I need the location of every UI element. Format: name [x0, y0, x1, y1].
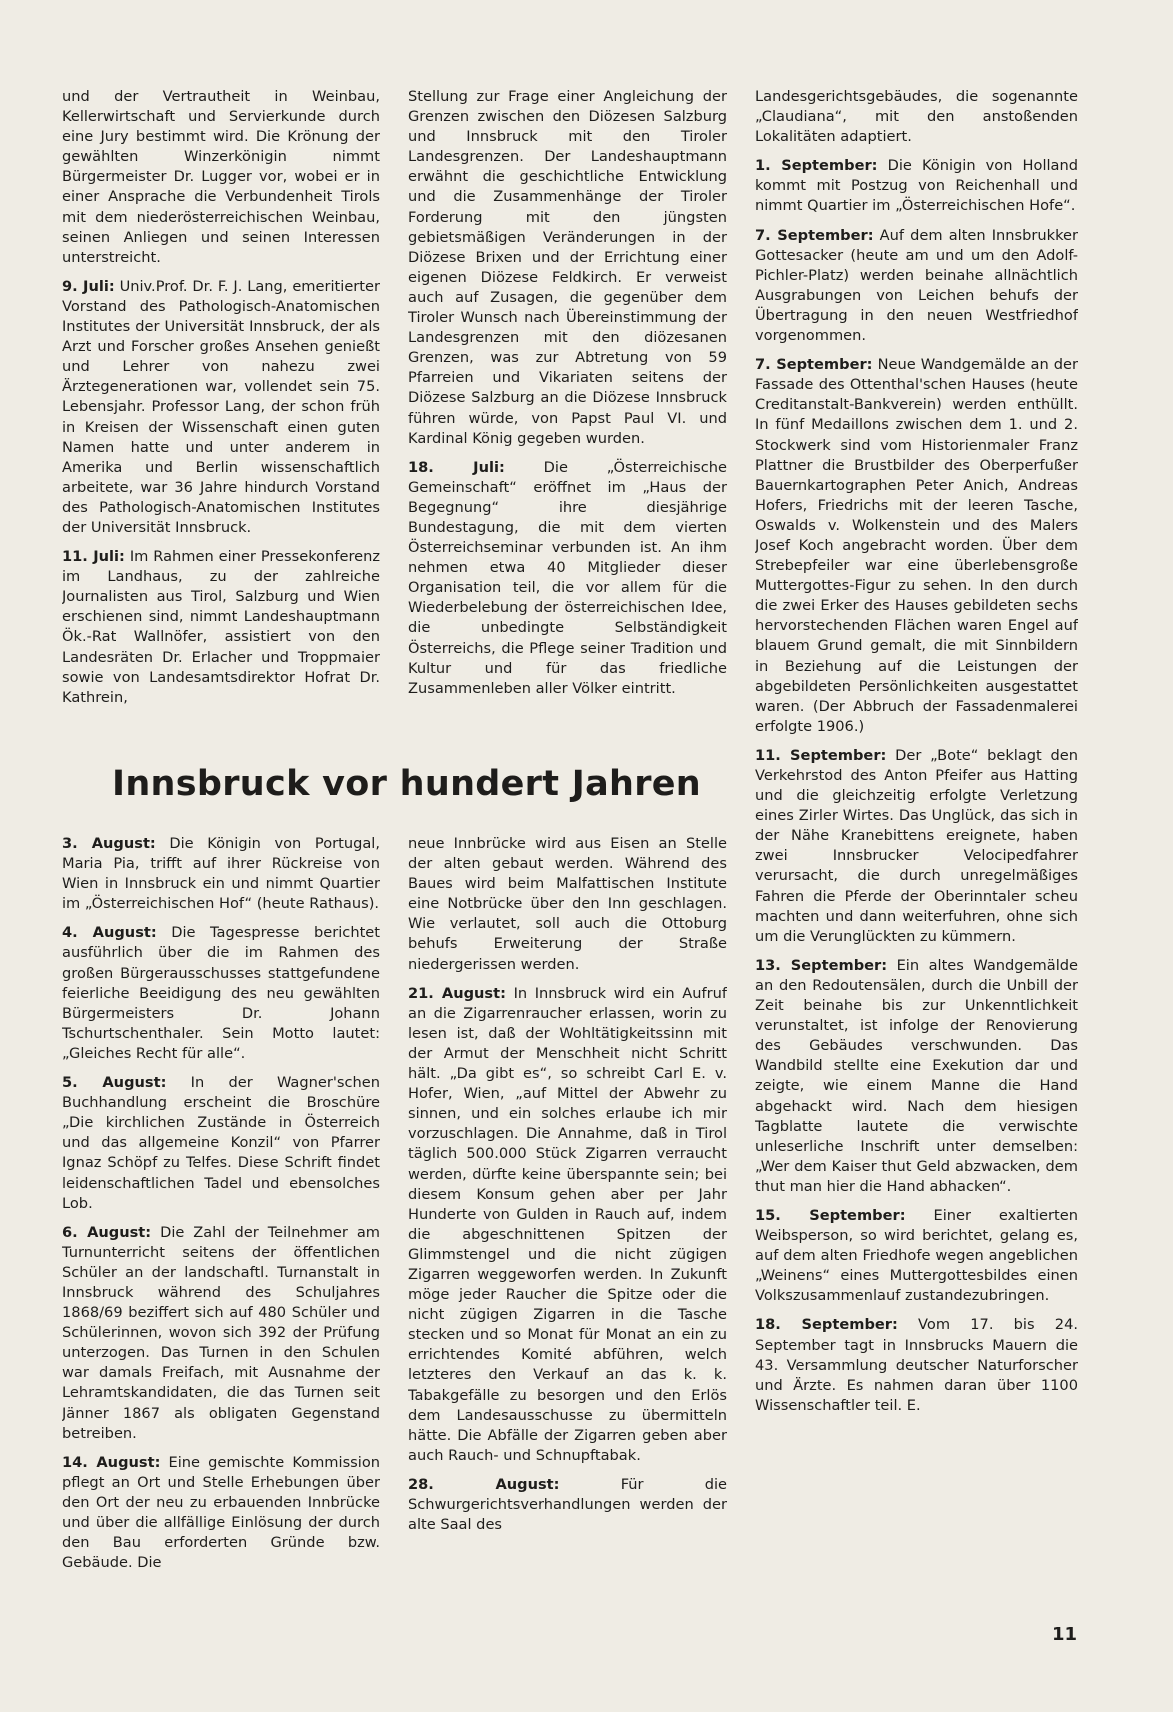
entry-text: Auf dem alten Innsbrukker Gottesacker (heute am und um den Adolf-Pichler-Platz) werden beinahe allnächtlich Ausgrabungen von Leichen behufs der Übertragung in den neuen Westfriedhof vorgenommen.	[755, 226, 1078, 345]
section-title: Innsbruck vor hundert Jahren	[112, 764, 702, 804]
entry-text: Eine gemischte Kommission pflegt an Ort und Stelle Erhebungen über den Ort der neu zu erbauenden Innbrücke und über die allfällige Einlösung der durch den Bau erforderten Gründe bzw. Gebäude. Die	[62, 1453, 380, 1572]
entry-text: In der Wagner'schen Buchhandlung erscheint die Broschüre „Die kirchlichen Zustände in Österreich und das allgemeine Konzil“ von Pfarrer Ignaz Schöpf zu Telfes. Diese Schrift findet leidenschaftlichen Tadel und ebensolches Lob.	[62, 1074, 380, 1212]
paragraph	[408, 834, 727, 975]
entry-text: Der „Bote“ beklagt den Verkehrstod des Anton Pfeifer aus Hatting und die gleichzeitig erfolgte Verletzung eines Zirler Wirtes. Das Unglück, das sich in der Nähe Kranebittens ereignete, haben zwei Innsbrucker Velocipedfahrer verursacht, die durch unregelmäßiges Fahren die Pferde der Oberinntaler scheu machten und dann weiterfuhren, ohne sich um die Verunglückten zu kümmern.	[755, 746, 1078, 945]
entry-date: 21. August:	[408, 984, 506, 1002]
entry-date: 18. Juli:	[408, 458, 505, 476]
entry-text: Landesgerichtsgebäudes, die sogenannte „Claudiana“, mit den anstoßenden Lokalitäten adaptiert.	[755, 88, 1078, 146]
paragraph	[62, 1073, 380, 1214]
entry-text: Neue Wandgemälde an der Fassade des Ottenthal'schen Hauses (heute Creditanstalt-Bankverein) werden enthüllt. In fünf Medaillons zwischen dem 1. und 2. Stockwerk sind vom Historienmaler Franz Plattner die Brustbilder des Oberperfußer Bauernkartographen Peter Anich, Andreas Hofers, Friedrichs mit der leeren Tasche, Oswalds v. Wolkenstein und des Malers Josef Koch angebracht worden. Über dem Strebepfeiler war eine überlebensgroße Muttergottes-Figur zu sehen. In den durch die zwei Erker des Hauses gebildeten sechs hervorstechenden Flächen waren Engel auf blauem Grund gemalt, die mit Sinnbildern in Beziehung auf die Leistungen der abgebildeten Persönlichkeiten ausgestattet waren. (Der Abbruch der Fassadenmalerei erfolgte 1906.)	[755, 356, 1078, 735]
paragraph	[62, 834, 380, 914]
entry-text: Einer exaltierten Weibsperson, so wird berichtet, gelang es, auf dem alten Friedhofe wegen angeblichen „Weinens“ eines Muttergottesbildes einen Volkszusammenlauf zustandezubringen.	[755, 1206, 1078, 1305]
entry-date: 3. August:	[62, 835, 156, 852]
paragraph	[408, 87, 727, 449]
entry-text: Ein altes Wandgemälde an den Redoutensälen, durch die Unbill der Zeit beinahe bis zur Unkenntlichkeit verunstaltet, ist infolge der Renovierung des Gebäudes verschwunden. Das Wandbild stellte eine Exekution dar und zeigte, wie einem Manne die Hand abgehackt wird. Nach dem hiesigen Tagblatte lautete die verwischte unleserliche Inschrift unter demselben: „Wer dem Kaiser thut Geld abzwacken, dem thut man hier die Hand abhacken“.	[755, 956, 1078, 1195]
paragraph	[62, 87, 380, 268]
paragraph	[62, 1223, 380, 1444]
entry-text: Die Königin von Holland kommt mit Postzug von Reichenhall und nimmt Quartier im „Österreichischen Hofe“.	[755, 157, 1078, 215]
paragraph	[408, 458, 727, 699]
paragraph	[755, 956, 1078, 1197]
entry-text: Univ.Prof. Dr. F. J. Lang, emeritierter Vorstand des Pathologisch-Anatomischen Institutes der Universität Innsbruck, der als Arzt und Forscher großes Ansehen genießt und Lehrer von nahezu zwei Ärztegenerationen war, vollendet sein 75. Lebensjahr. Professor Lang, der schon früh in Kreisen der Wissenschaft einen guten Namen hatte und unter anderem in Amerika und Berlin wissenschaftlich arbeitete, war 36 Jahre hindurch Vorstand des Pathologisch-Anatomischen Institutes der Universität Innsbruck.	[62, 277, 380, 536]
paragraph	[62, 547, 380, 708]
paragraph	[755, 226, 1078, 347]
paragraph	[62, 923, 380, 1064]
paragraph	[755, 1315, 1078, 1415]
entry-date: 5. August:	[62, 1074, 167, 1092]
entry-date: 28. August:	[408, 1475, 560, 1493]
entry-text: Im Rahmen einer Pressekonferenz im Landhaus, zu der zahlreiche Journalisten aus Tirol, Salzburg und Wien erschienen sind, nimmt Landeshauptmann Ök.-Rat Wallnöfer, assistiert von den Landesräten Dr. Erlacher und Troppmaier sowie von Landesamtsdirektor Hofrat Dr. Kathrein,	[62, 548, 380, 706]
entry-date: 4. August:	[62, 924, 157, 942]
entry-text: In Innsbruck wird ein Aufruf an die Zigarrenraucher erlassen, worin zu lesen ist, daß der Wohltätigkeitssinn mit der Armut der Menschheit nicht Schritt hält. „Da gibt es“, so schreibt Carl E. v. Hofer, Wien, „auf Mittel der Abwehr zu sinnen, und ein solches erlaube ich mir vorzuschlagen. Die Annahme, daß in Tirol täglich 500.000 Stück Zigarren verraucht werden, dürfte keine überspannte sein; bei diesem Konsum gehen aber per Jahr Hunderte von Gulden in Rauch auf, indem die abgeschnittenen Spitzen der Glimmstengel und die nicht zügigen Zigarren weggeworfen werden. In Zukunft möge jeder Raucher die Spitze oder die nicht zügigen Zigarren in die Tasche stecken und so Monat für Monat an ein zu errichtendes Komité abführen, welch letzteres den Verkauf an das k. k. Tabakgefälle zu besorgen und den Erlös dem Landesausschusse zu übermitteln hätte. Die Abfälle der Zigarren geben aber auch Rauch- und Schnupftabak.	[408, 984, 727, 1464]
entry-text: Stellung zur Frage einer Angleichung der Grenzen zwischen den Diözesen Salzburg und Innsbruck mit den Tiroler Landesgrenzen. Der Landeshauptmann erwähnt die geschichtliche Entwicklung und die Zusammenhänge der Tiroler Forderung mit den jüngsten gebietsmäßigen Veränderungen in der Diözese Brixen und der Errichtung einer eigenen Diözese Feldkirch. Er verweist auch auf Zusagen, die gegenüber dem Tiroler Wunsch nach Übereinstimmung der Landesgrenzen mit den diözesanen Grenzen, was zur Abtretung von 59 Pfarreien und Vikariaten seitens der Diözese Salzburg an die Diözese Innsbruck führen würde, von Papst Paul VI. und Kardinal König gegeben wurden.	[408, 88, 727, 447]
entry-date: 6. August:	[62, 1223, 152, 1241]
entry-text: und der Vertrautheit in Weinbau, Kellerwirtschaft und Servierkunde durch eine Jury bestimmt wird. Die Krönung der gewählten Winzerkönigin nimmt Bürgermeister Dr. Lugger vor, wobei er in einer Ansprache die Verbundenheit Tirols mit dem niederösterreichischen Weinbau, seinen Anliegen und seinen Interessen unterstreicht.	[62, 88, 380, 266]
entry-date: 1. September:	[755, 157, 878, 175]
paragraph	[62, 1453, 380, 1574]
paragraph	[755, 87, 1078, 147]
column-1-bottom	[62, 834, 380, 1586]
column-2-bottom	[408, 834, 727, 1586]
paragraph	[408, 984, 727, 1466]
paragraph	[408, 1475, 727, 1535]
entry-date: 18. September:	[755, 1316, 898, 1334]
entry-text: neue Innbrücke wird aus Eisen an Stelle der alten gebaut werden. Während des Baues wird beim Malfattischen Institute eine Notbrücke über den Inn geschlagen. Wie verlautet, soll auch die Ottoburg behufs Erweiterung der Straße niedergerissen werden.	[408, 835, 727, 973]
entry-date: 11. Juli:	[62, 548, 125, 566]
paragraph	[62, 277, 380, 538]
paragraph	[755, 1206, 1078, 1306]
column-2-top	[408, 87, 727, 737]
entry-date: 9. Juli:	[62, 277, 115, 295]
paragraph	[755, 746, 1078, 947]
page-number: 11	[1052, 1624, 1078, 1645]
entry-date: 15. September:	[755, 1206, 906, 1224]
entry-text: Die „Österreichische Gemeinschaft“ eröffnet im „Haus der Begegnung“ ihre diesjährige Bundestagung, die mit dem vierten Österreichseminar verbunden ist. An ihm nehmen etwa 40 Mitglieder dieser Organisation teil, die vor allem für die Wiederbelebung der österreichischen Idee, die unbedingte Selbständigkeit Österreichs, die Pflege seiner Tradition und Kultur und für das friedliche Zusammenleben aller Völker eintritt.	[408, 458, 727, 697]
entry-date: 11. September:	[755, 746, 887, 764]
entry-date: 13. September:	[755, 956, 888, 974]
entry-date: 14. August:	[62, 1453, 161, 1471]
column-3	[755, 87, 1078, 1585]
paragraph	[755, 355, 1078, 737]
entry-date: 7. September:	[755, 226, 874, 244]
entry-text: Vom 17. bis 24. September tagt in Innsbrucks Mauern die 43. Versammlung deutscher Naturforscher und Ärzte. Es nahmen daran über 1100 Wissenschaftler teil. E.	[755, 1316, 1078, 1414]
entry-date: 7. September:	[755, 356, 873, 374]
entry-text: Die Königin von Portugal, Maria Pia, trifft auf ihrer Rückreise von Wien in Innsbruck ein und nimmt Quartier im „Österreichischen Hof“ (heute Rathaus).	[62, 835, 380, 913]
column-1-top	[62, 87, 380, 737]
entry-text: Die Tagespresse berichtet ausführlich über die im Rahmen des großen Bürgerausschusses stattgefundene feierliche Beeidigung des neu gewählten Bürgermeisters Dr. Johann Tschurtschenthaler. Sein Motto lautet: „Gleiches Recht für alle“.	[62, 924, 380, 1062]
entry-text: Die Zahl der Teilnehmer am Turnunterricht seitens der öffentlichen Schüler an der landschaftl. Turnanstalt in Innsbruck während des Schuljahres 1868/69 beziffert sich auf 480 Schüler und Schülerinnen, wovon sich 392 der Prüfung unterzogen. Das Turnen in den Schulen war damals Freifach, mit Ausnahme der Lehramtskandidaten, die das Turnen seit Jänner 1867 als obligaten Gegenstand betreiben.	[62, 1223, 380, 1442]
paragraph	[755, 156, 1078, 216]
entry-text: Für die Schwurgerichtsverhandlungen werden der alte Saal des	[408, 1475, 727, 1534]
